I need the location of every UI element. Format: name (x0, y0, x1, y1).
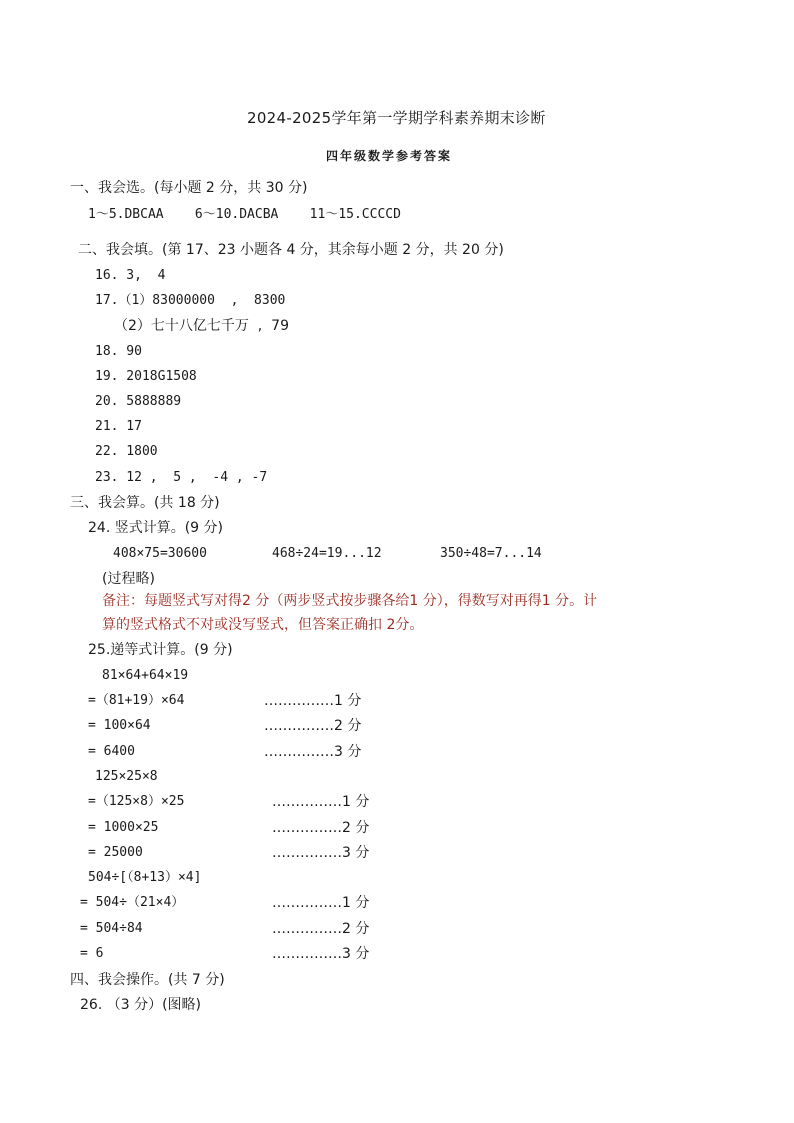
answer-17-1: 17.（1）83000000 , 8300 (95, 293, 286, 308)
section-4-heading: 四、我会操作。(共 7 分) (70, 972, 225, 988)
answer-26: 26. （3 分）(图略) (80, 997, 201, 1013)
process-omitted: (过程略) (102, 571, 155, 587)
grading-note-line-2: 算的竖式格式不对或没写竖式，但答案正确扣 2分。 (102, 617, 424, 633)
calc-3: 350÷48=7...14 (440, 546, 542, 561)
section-2-heading: 二、我会填。(第 17、23 小题各 4 分，其余每小题 2 分，共 20 分) (78, 242, 504, 258)
problem-3-expression: 504÷[（8+13）×4] (88, 870, 202, 885)
problem-3-step-2: = 504÷84 (80, 921, 143, 936)
problem-3-score-2: ……………2 分 (272, 921, 370, 937)
problem-3-step-3: = 6 (80, 946, 104, 961)
answer-16: 16. 3, 4 (95, 268, 166, 283)
answer-22: 22. 1800 (95, 444, 158, 459)
problem-3-step-1: = 504÷（21×4） (80, 895, 185, 910)
problem-2-score-1: ……………1 分 (272, 794, 370, 810)
problem-2-step-2: = 1000×25 (88, 820, 159, 835)
problem-3-score-1: ……………1 分 (272, 895, 370, 911)
problem-1-score-2: ……………2 分 (264, 718, 362, 734)
calc-1: 408×75=30600 (113, 546, 207, 561)
answer-19: 19. 2018G1508 (95, 369, 197, 384)
section-1-answers: 1～5.DBCAA 6～10.DACBA 11～15.CCCCD (88, 207, 401, 222)
answer-17-2: （2）七十八亿七千万 , 79 (114, 318, 289, 334)
answer-20: 20. 5888889 (95, 394, 182, 409)
question-24-title: 24. 竖式计算。(9 分) (88, 520, 223, 536)
answer-18: 18. 90 (95, 344, 142, 359)
problem-1-expression: 81×64+64×19 (102, 668, 189, 683)
page-subtitle: 四年级数学参考答案 (326, 149, 453, 163)
problem-3-score-3: ……………3 分 (272, 946, 370, 962)
answer-23: 23. 12 , 5 , -4 , -7 (95, 470, 268, 485)
grading-note-line-1: 备注：每题竖式写对得2 分（两步竖式按步骤各给1 分），得数写对再得1 分。计 (102, 593, 598, 609)
problem-1-score-3: ……………3 分 (264, 744, 362, 760)
section-3-heading: 三、我会算。(共 18 分) (70, 495, 220, 511)
question-25-title: 25.递等式计算。(9 分) (88, 642, 233, 658)
section-1-heading: 一、我会选。(每小题 2 分，共 30 分) (70, 180, 308, 196)
problem-1-step-2: = 100×64 (88, 718, 151, 733)
answer-21: 21. 17 (95, 419, 142, 434)
problem-1-step-3: = 6400 (88, 744, 135, 759)
page-title: 2024-2025学年第一学期学科素养期末诊断 (247, 109, 546, 127)
problem-2-expression: 125×25×8 (95, 769, 158, 784)
problem-1-score-1: ……………1 分 (264, 693, 362, 709)
problem-2-step-3: = 25000 (88, 845, 143, 860)
calc-2: 468÷24=19...12 (272, 546, 382, 561)
problem-2-step-1: =（125×8）×25 (88, 794, 185, 809)
problem-1-step-1: =（81+19）×64 (88, 693, 185, 708)
problem-2-score-2: ……………2 分 (272, 820, 370, 836)
problem-2-score-3: ……………3 分 (272, 845, 370, 861)
